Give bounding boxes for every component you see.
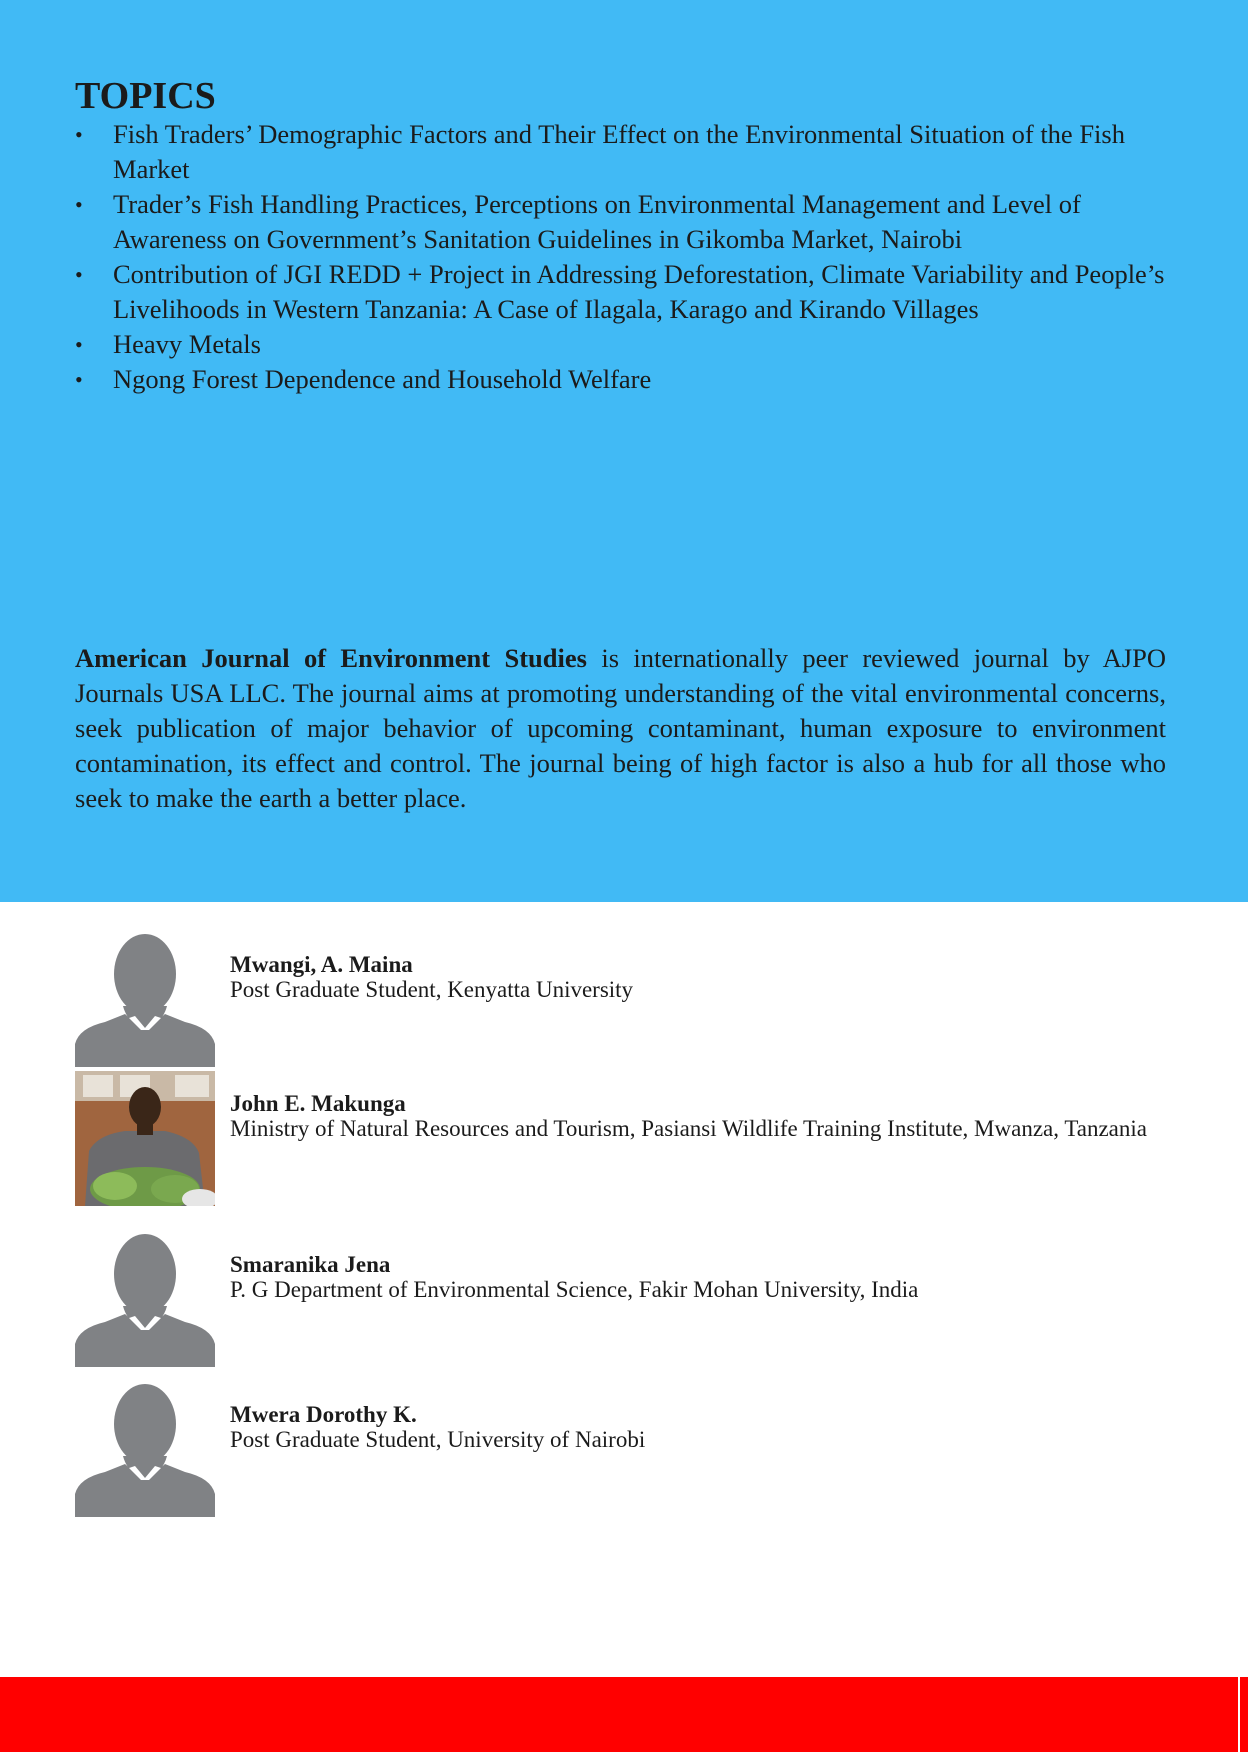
- author-info: [230, 1091, 1170, 1141]
- author-affiliation: Post Graduate Student, University of Nairobi: [230, 1427, 646, 1452]
- person-silhouette-icon: [75, 932, 215, 1067]
- topic-item: [75, 362, 1175, 397]
- author-name: Mwangi, A. Maina: [230, 952, 413, 977]
- author-affiliation: P. G Department of Environmental Science, Fakir Mohan University, India: [230, 1277, 919, 1302]
- topic-text: Heavy Metals: [113, 329, 261, 359]
- footer-divider: [1238, 1677, 1240, 1752]
- person-silhouette-icon: [75, 1232, 215, 1367]
- bullet-icon: •: [75, 262, 83, 287]
- topic-text: Trader’s Fish Handling Practices, Perceptions on Environmental Management and Level of Awareness on Government’s Sanitation Guidelines in Gikomba Market, Nairobi: [113, 189, 1081, 254]
- author-portrait-photo: [75, 1071, 215, 1206]
- journal-name: American Journal of Environment Studies: [75, 643, 587, 673]
- topics-heading: TOPICS: [75, 75, 216, 117]
- topics-list: [75, 117, 1175, 397]
- journal-description-text: is internationally peer reviewed journal by AJPO Journals USA LLC. The journal aims at promoting understanding of the vital environmental concerns, seek publication of major behavior of upcoming contaminant, human exposure to environment contamination, its effect and control. The journal being of high factor is also a hub for all those who seek to make the earth a better place.: [75, 643, 1166, 813]
- topic-item: [75, 187, 1175, 257]
- author-card: [75, 1382, 1175, 1522]
- bullet-icon: •: [75, 122, 83, 147]
- bullet-icon: •: [75, 192, 83, 217]
- topic-text: Fish Traders’ Demographic Factors and Their Effect on the Environmental Situation of the Fish Market: [113, 119, 1125, 184]
- author-name: John E. Makunga: [230, 1091, 406, 1116]
- author-card: [75, 1071, 1175, 1211]
- topic-text: Ngong Forest Dependence and Household Welfare: [113, 364, 652, 394]
- author-name: Smaranika Jena: [230, 1252, 391, 1277]
- footer-red-bar: [0, 1677, 1248, 1752]
- journal-description: [75, 641, 1166, 816]
- person-silhouette-icon: [75, 1382, 215, 1517]
- author-affiliation: Ministry of Natural Resources and Tourism, Pasiansi Wildlife Training Institute, Mwanza, Tanzania: [230, 1116, 1147, 1141]
- bullet-icon: •: [75, 332, 83, 357]
- topic-item: [75, 327, 1175, 362]
- bullet-icon: •: [75, 367, 83, 392]
- topic-text: Contribution of JGI REDD + Project in Addressing Deforestation, Climate Variability and People’s Livelihoods in Western Tanzania: A Case of Ilagala, Karago and Kirando Villages: [113, 259, 1165, 324]
- author-card: [75, 1232, 1175, 1372]
- author-card: [75, 932, 1175, 1072]
- author-info: [230, 952, 1170, 1002]
- topic-item: [75, 257, 1175, 327]
- author-name: Mwera Dorothy K.: [230, 1402, 417, 1427]
- author-info: [230, 1252, 1170, 1302]
- topic-item: [75, 117, 1175, 187]
- author-info: [230, 1402, 1170, 1452]
- author-affiliation: Post Graduate Student, Kenyatta University: [230, 977, 634, 1002]
